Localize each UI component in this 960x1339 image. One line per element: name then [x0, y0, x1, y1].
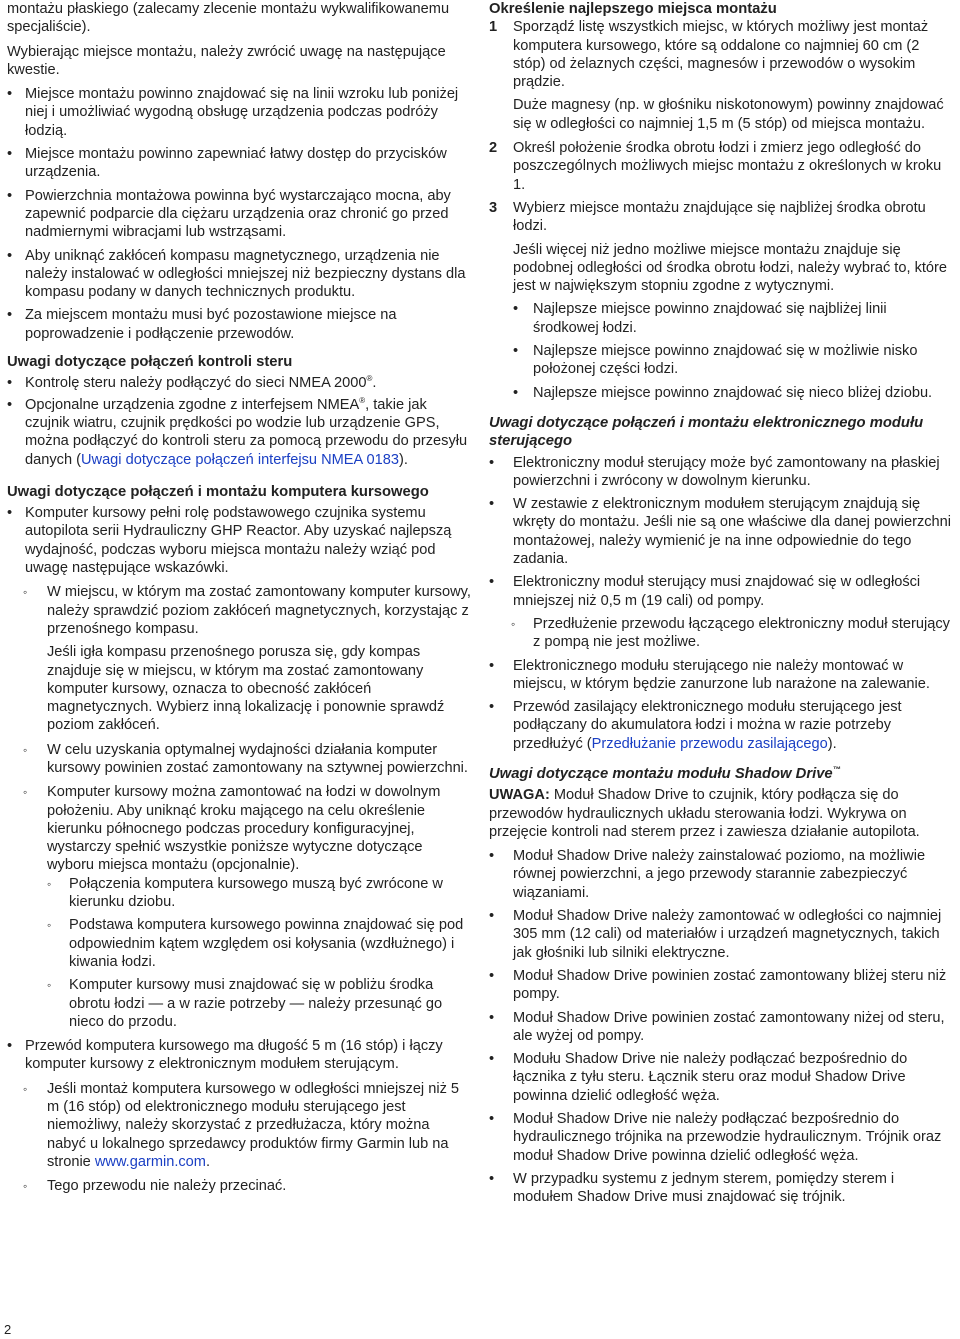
- paragraph-mount-intro: Wybierając miejsce montażu, należy zwrócić uwagę na następujące kwestie.: [7, 43, 446, 78]
- sub-sub-list-item: ◦ Połączenia komputera kursowego muszą być zwrócone w kierunku dziobu.: [7, 875, 472, 912]
- shadow-drive-list: [489, 847, 954, 1206]
- list-item: • Najlepsze miejsce powinno znajdować się w możliwie nisko położonej części łodzi.: [489, 342, 954, 379]
- list-item: • Elektroniczny moduł sterujący może być zamontowany na płaskiej powierzchni i zwrócony w dowolnym kierunku.: [489, 454, 954, 491]
- list-item: • Przewód zasilający elektronicznego modułu sterującego jest podłączany do akumulatora łodzi i można w razie potrzeby przedłużyć (Przedłużanie przewodu zasilającego).: [489, 698, 954, 753]
- right-column: [489, 0, 954, 1207]
- step-item: [489, 18, 954, 91]
- compass-sub1-continued: Jeśli igła kompasu przenośnego porusza się, gdy kompas znajduje się w miejscu, w którym ma zostać zamontowany komputer kursowy, oznacza to obecność zakłóceń magnetycznych. Wybierz inną lokalizację i ponownie sprawdź poziom zakłóceń.: [47, 644, 445, 734]
- compass-sublist-2: [7, 741, 472, 875]
- step-number: 3: [489, 199, 498, 216]
- list-item: • Powierzchnia montażowa powinna być wystarczająco mocna, aby zapewnić podparcie dla ciężaru urządzenia oraz chronić go przed nadmiernymi wibracjami lub wstrząsami.: [7, 187, 472, 242]
- compass-list: [7, 504, 472, 577]
- list-item: • Moduł Shadow Drive należy zainstalować poziomo, na możliwie równej powierzchni, a jego przewody starannie zabezpieczyć wiązaniami.: [489, 847, 954, 902]
- step-text: Sporządź listę wszystkich miejsc, w których możliwy jest montaż komputera kursowego, które są oddalone co najmniej 60 cm (2 stóp) od żelaznych części, magnesów i przewodów o wysokim prądzie.: [513, 19, 929, 91]
- section-heading-ecu: Uwagi dotyczące połączeń i montażu elektronicznego modułu sterującego: [489, 414, 924, 450]
- compass-cable-sublist: [7, 1080, 472, 1196]
- step-number: 1: [489, 19, 498, 36]
- list-item: • Przewód komputera kursowego ma długość 5 m (16 stóp) i łączy komputer kursowy z elektronicznym modułem sterującym.: [7, 1037, 472, 1074]
- step-number: 2: [489, 140, 498, 157]
- steps-list-2: [489, 139, 954, 235]
- sub-list-item: ◦ Jeśli montaż komputera kursowego w odległości mniejszej niż 5 m (16 stóp) od elektronicznego modułu sterującego jest niemożliwy, należy skorzystać z przedłużacza, który można nabyć u lokalnego sprzedawcy produktów firmy Garmin lub na stronie www.garmin.com.: [7, 1080, 472, 1171]
- section-heading-steering: Uwagi dotyczące połączeń kontroli steru: [7, 354, 293, 371]
- list-item: • Moduł Shadow Drive powinien zostać zamontowany niżej od steru, ale wyżej od pompy.: [489, 1009, 954, 1046]
- note-label: UWAGA:: [489, 787, 550, 804]
- note-paragraph: UWAGA: Moduł Shadow Drive to czujnik, który podłącza się do przewodów hydraulicznych układu sterowania łodzi. Wykrywa on przejęcie kontroli nad sterem przez i zawiesza działanie autopilota.: [489, 787, 920, 840]
- list-item: • Aby uniknąć zakłóceń kompasu magnetycznego, urządzenia nie należy instalować w odległości mniejszej niż bezpieczny dystans dla kompasu podany w danych technicznych produktu.: [7, 247, 472, 302]
- section-heading-shadow-drive: Uwagi dotyczące montażu modułu Shadow Drive™: [489, 765, 841, 782]
- sub-sub-list-item: ◦ Komputer kursowy musi znajdować się w pobliżu środka obrotu łodzi — a w razie potrzeby — należy przesunąć go nieco do przodu.: [7, 976, 472, 1031]
- power-cable-extension-link[interactable]: Przedłużanie przewodu zasilającego: [591, 735, 828, 752]
- steps-list: [489, 18, 954, 91]
- step-item: [489, 199, 954, 236]
- list-item: • Modułu Shadow Drive nie należy podłączać bezpośrednio do łącznika z tyłu steru. Łącznik steru oraz moduł Shadow Drive powinna dzielić odległość węża.: [489, 1050, 954, 1105]
- nmea-0183-link[interactable]: Uwagi dotyczące połączeń interfejsu NMEA 0183: [80, 451, 399, 468]
- list-item: • Kontrolę steru należy podłączyć do sieci NMEA 2000®.: [7, 374, 472, 392]
- ecu-list: [489, 454, 954, 610]
- list-item: • W przypadku systemu z jednym sterem, pomiędzy sterem i modułem Shadow Drive musi znajdować się trójnik.: [489, 1170, 954, 1207]
- list-item: • Najlepsze miejsce powinno znajdować się najbliżej linii środkowej łodzi.: [489, 300, 954, 337]
- compass-list-2: [7, 1037, 472, 1074]
- sub-list-item: ◦ W celu uzyskania optymalnej wydajności działania komputer kursowy powinien zostać zamontowany na sztywnej powierzchni.: [7, 741, 472, 778]
- step-item: [489, 139, 954, 194]
- list-item: • Komputer kursowy pełni rolę podstawowego czujnika systemu autopilota serii Hydrauliczny GHP Reactor. Aby uzyskać najlepszą wydajność, podczas wyboru miejsca montażu należy wziąć pod uwagę następujące wskazówki.: [7, 504, 472, 577]
- compass-subsublist: [7, 875, 472, 1031]
- list-item: • Miejsce montażu powinno zapewniać łatwy dostęp do przycisków urządzenia.: [7, 145, 472, 182]
- left-column: [7, 0, 472, 1196]
- step-text: Określ położenie środka obrotu łodzi i zmierz jego odległość do poszczególnych możliwych miejsc montażu z określonych w kroku 1.: [513, 140, 942, 193]
- list-item: • Elektroniczny moduł sterujący musi znajdować się w odległości mniejszej niż 0,5 m (19 cali) od pompy.: [489, 573, 954, 610]
- list-item: • Moduł Shadow Drive powinien zostać zamontowany bliżej steru niż pompy.: [489, 967, 954, 1004]
- sub-sub-list-item: ◦ Podstawa komputera kursowego powinna znajdować się pod odpowiednim kątem względem osi kołysania (wzdłużnego) i kiwania łodzi.: [7, 916, 472, 971]
- compass-sublist: [7, 583, 472, 638]
- step-1-note: Duże magnesy (np. w głośniku niskotonowym) powinny znajdować się w odległości co najmniej 1,5 m (5 stóp) od miejsca montażu.: [513, 97, 944, 132]
- list-item: • Moduł Shadow Drive należy zamontować w odległości co najmniej 305 mm (12 cali) od materiałów i urządzeń magnetycznych, takich jak głośniki lub silniki elektryczne.: [489, 907, 954, 962]
- sub-list-item: ◦ Tego przewodu nie należy przecinać.: [7, 1177, 472, 1195]
- list-item: • Za miejscem montażu musi być pozostawione miejsce na poprowadzenie i podłączenie przewodów.: [7, 306, 472, 343]
- paragraph-continued: montażu płaskiego (zalecamy zlecenie montażu wykwalifikowanemu specjaliście).: [7, 1, 450, 36]
- section-heading-compass: Uwagi dotyczące połączeń i montażu komputera kursowego: [7, 483, 429, 500]
- ecu-sublist: [489, 615, 954, 652]
- garmin-website-link[interactable]: www.garmin.com: [94, 1153, 206, 1170]
- list-item: • Elektronicznego modułu sterującego nie należy montować w miejscu, w którym będzie zanurzone lub narażone na zalewanie.: [489, 657, 954, 694]
- step-3-bullets: [489, 300, 954, 401]
- mount-location-list: [7, 85, 472, 343]
- sub-list-item: ◦ Przedłużenie przewodu łączącego elektroniczny moduł sterujący z pompą nie jest możliwe.: [489, 615, 954, 652]
- list-item: • Miejsce montażu powinno znajdować się na linii wzroku lub poniżej niej i umożliwiać wygodną obsługę urządzenia podczas podróży łodzią.: [7, 85, 472, 140]
- list-item: • Moduł Shadow Drive nie należy podłączać bezpośrednio do hydraulicznego trójnika na przewodzie hydraulicznym. Trójnik oraz moduł Shadow Drive powinna dzielić odległość węża.: [489, 1110, 954, 1165]
- list-item: • W zestawie z elektronicznym modułem sterującym znajdują się wkręty do montażu. Jeśli nie są one właściwe dla danej powierzchni montażowej, należy wymienić je na inne odpowiednie do tego zadania.: [489, 495, 954, 568]
- section-heading-best-location: Określenie najlepszego miejsca montażu: [489, 1, 777, 17]
- sub-list-item: ◦ Komputer kursowy można zamontować na łodzi w dowolnym położeniu. Aby uniknąć kroku mającego na celu określenie kierunku północnego podczas procedury konfiguracyjnej, wystarczy spełnić wszystkie poniższe wytyczne dotyczące wyboru miejsca montażu (opcjonalnie).: [7, 783, 472, 874]
- step-3-note: Jeśli więcej niż jedno możliwe miejsce montażu znajduje się podobnej odległości od środka obrotu łodzi, należy wybrać to, które jest w największym stopniu zgodne z wytycznymi.: [513, 241, 948, 295]
- step-text: Wybierz miejsce montażu znajdujące się najbliżej środka obrotu łodzi.: [513, 199, 926, 235]
- steering-list: [7, 374, 472, 468]
- sub-list-item: ◦ W miejscu, w którym ma zostać zamontowany komputer kursowy, należy sprawdzić poziom zakłóceń magnetycznych, korzystając z przenośnego kompasu.: [7, 583, 472, 638]
- ecu-list-2: [489, 657, 954, 753]
- list-item: • Opcjonalne urządzenia zgodne z interfejsem NMEA®, takie jak czujnik wiatru, czujnik prędkości po wodzie lub urządzenie GPS, można podłączyć do kontroli steru za pomocą przewodu do przesyłu danych (Uwagi dotyczące połączeń interfejsu NMEA 0183).: [7, 396, 472, 469]
- page-number: 2: [4, 1322, 12, 1337]
- list-item: • Najlepsze miejsce powinno znajdować się nieco bliżej dziobu.: [489, 384, 954, 402]
